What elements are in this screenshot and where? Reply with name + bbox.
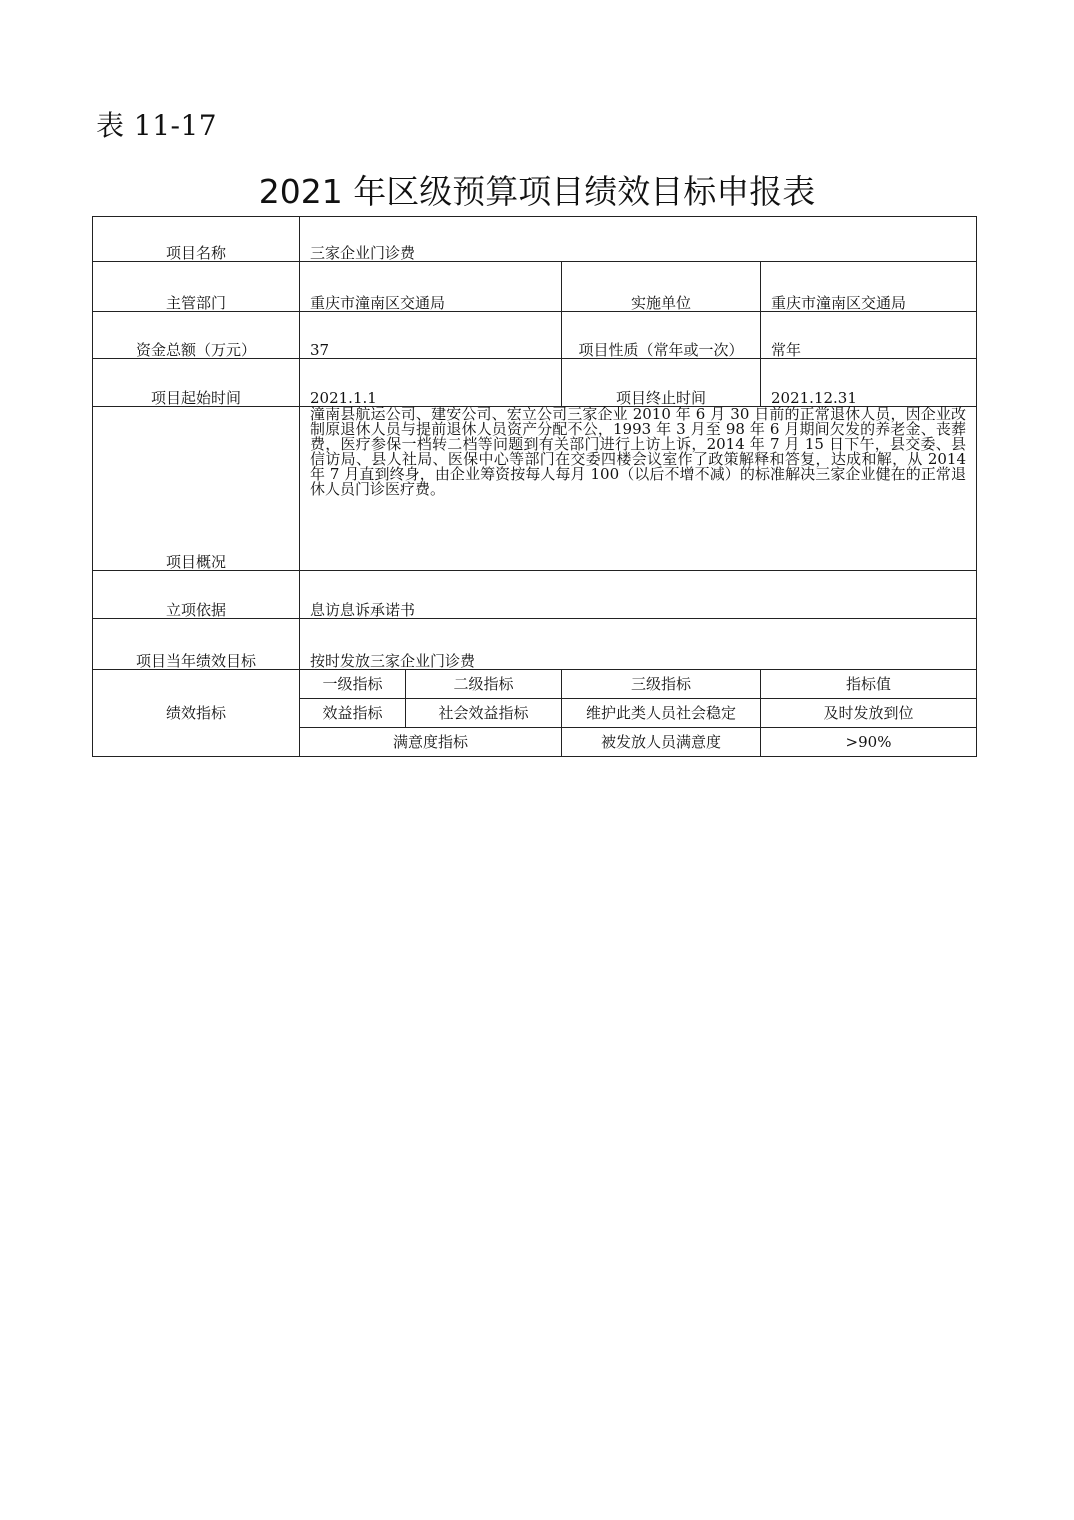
overview-label: 项目概况 — [93, 407, 300, 571]
indicator-header-row — [93, 670, 977, 699]
basis-label: 立项依据 — [93, 571, 300, 619]
row-basis — [93, 571, 977, 619]
funds-label: 资金总额（万元） — [93, 312, 300, 359]
project-name-label: 项目名称 — [93, 217, 300, 262]
indicator-header-level3: 三级指标 — [562, 670, 761, 699]
goal-value: 按时发放三家企业门诊费 — [300, 619, 977, 670]
dept-label: 主管部门 — [93, 262, 300, 312]
basis-value: 息访息诉承诺书 — [300, 571, 977, 619]
indicator-header-level2: 二级指标 — [406, 670, 562, 699]
overview-text: 潼南县航运公司、建安公司、宏立公司三家企业 2010 年 6 月 30 日前的正常退休人员，因企业改制原退休人员与提前退休人员资产分配不公，1993 年 3 月至 98 年 6 月期间欠发的养老金、丧葬费，医疗参保一档转二档等问题到有关部门进行上访上诉，2014 年 7 月 15 日下午，县交委、县信访局、县人社局、医保中心等部门在交委四楼会议室作了政策解释和答复，达成和解，从 2014 年 7 月直到终身，由企业筹资按每人每月 100（以后不增不减）的标准解决三家企业健在的正常退休人员门诊医疗费。 — [300, 407, 977, 571]
row-goal — [93, 619, 977, 670]
indicator-header-level1: 一级指标 — [300, 670, 406, 699]
start-date-value: 2021.1.1 — [300, 359, 562, 407]
page-title: 2021 年区级预算项目绩效目标申报表 — [258, 172, 816, 211]
dept-value: 重庆市潼南区交通局 — [300, 262, 562, 312]
impl-unit-label: 实施单位 — [562, 262, 761, 312]
row-funds — [93, 312, 977, 359]
indicator-header-value: 指标值 — [761, 670, 977, 699]
nature-value: 常年 — [761, 312, 977, 359]
end-date-value: 2021.12.31 — [761, 359, 977, 407]
impl-unit-value: 重庆市潼南区交通局 — [761, 262, 977, 312]
goal-label: 项目当年绩效目标 — [93, 619, 300, 670]
funds-value: 37 — [300, 312, 562, 359]
row-dates — [93, 359, 977, 407]
row-overview — [93, 407, 977, 571]
start-date-label: 项目起始时间 — [93, 359, 300, 407]
row-project-name — [93, 217, 977, 262]
indicator-cell: 维护此类人员社会稳定 — [562, 699, 761, 728]
indicator-cell: >90% — [761, 728, 977, 757]
indicator-cell: 满意度指标 — [300, 728, 562, 757]
project-name-value: 三家企业门诊费 — [300, 217, 977, 262]
table-number: 表 11-17 — [96, 109, 218, 142]
indicators-label: 绩效指标 — [93, 670, 300, 757]
performance-target-table — [92, 216, 977, 757]
indicator-cell: 社会效益指标 — [406, 699, 562, 728]
row-department — [93, 262, 977, 312]
indicator-cell: 被发放人员满意度 — [562, 728, 761, 757]
nature-label: 项目性质（常年或一次） — [562, 312, 761, 359]
indicator-cell: 效益指标 — [300, 699, 406, 728]
end-date-label: 项目终止时间 — [562, 359, 761, 407]
indicator-cell: 及时发放到位 — [761, 699, 977, 728]
